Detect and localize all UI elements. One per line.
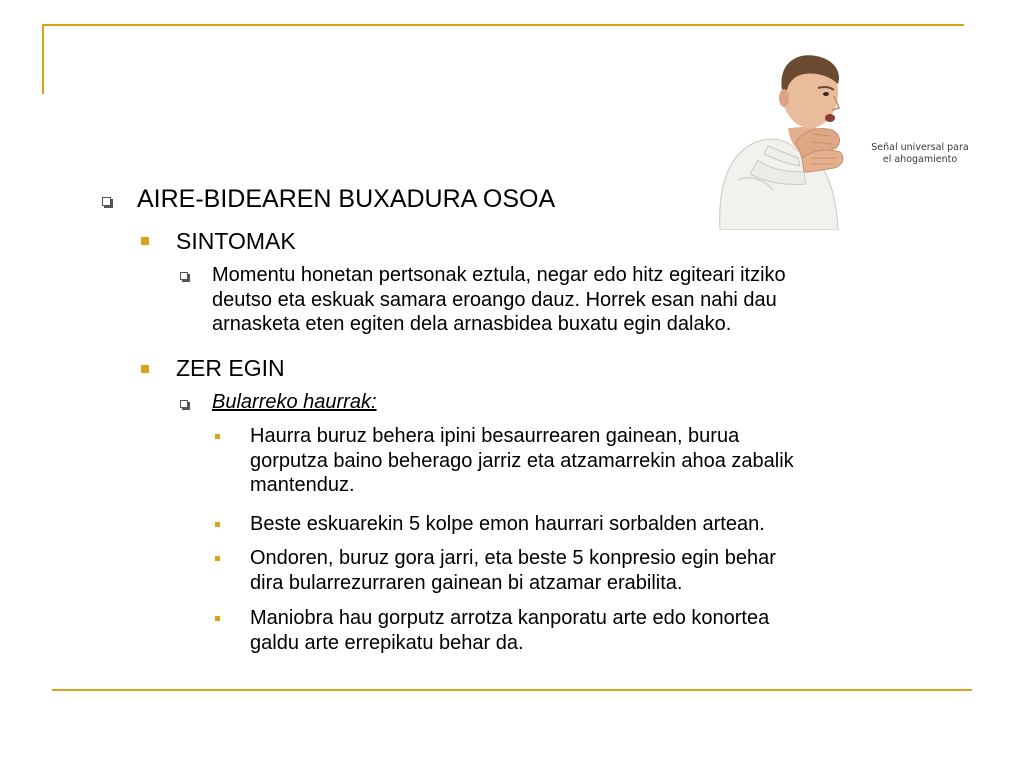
step-1-line-3: mantenduz. [250, 474, 355, 496]
small-square-bullet-icon [215, 434, 220, 439]
symptom-text-line-1: Momentu honetan pertsonak eztula, negar edo hitz egiteari itziko [212, 264, 786, 286]
caption-line-1: Señal universal para [871, 142, 969, 153]
symptom-text-line-2: deutso eta eskuak samara eroango dauz. Horrek esan nahi dau [212, 289, 777, 311]
slide-heading: AIRE-BIDEAREN BUXADURA OSOA [137, 185, 556, 213]
small-square-bullet-icon [215, 556, 220, 561]
step-4-line-1: Maniobra hau gorputz arrotza kanporatu arte edo konortea [250, 607, 770, 629]
step-3-line-1: Ondoren, buruz gora jarri, eta beste 5 konpresio egin behar [250, 547, 776, 569]
box-bullet-icon [180, 400, 188, 408]
small-square-bullet-icon [215, 616, 220, 621]
step-2-line-1: Beste eskuarekin 5 kolpe emon haurrari sorbalden artean. [250, 513, 765, 535]
box-bullet-icon [180, 272, 188, 280]
step-1-line-1: Haurra buruz behera ipini besaurrearen gainean, burua [250, 425, 740, 447]
box-bullet-icon [102, 197, 111, 206]
caption-line-2: el ahogamiento [882, 154, 958, 165]
section-title-sintomak: SINTOMAK [176, 228, 296, 254]
symptom-text-line-3: arnasketa eten egiten dela arnasbidea buxatu egin dalako. [212, 313, 732, 335]
subtitle-bularreko-haurrak: Bularreko haurrak: [212, 391, 377, 413]
step-4-line-2: galdu arte errepikatu behar da. [250, 632, 524, 654]
step-1-line-2: gorputza baino beherago jarriz eta atzamarrekin ahoa zabalik [250, 450, 794, 472]
step-3-line-2: dira bularrezurraren gainean bi atzamar erabilita. [250, 572, 683, 594]
square-bullet-icon [141, 237, 149, 245]
section-title-zer-egin: ZER EGIN [176, 355, 285, 381]
small-square-bullet-icon [215, 522, 220, 527]
square-bullet-icon [141, 365, 149, 373]
